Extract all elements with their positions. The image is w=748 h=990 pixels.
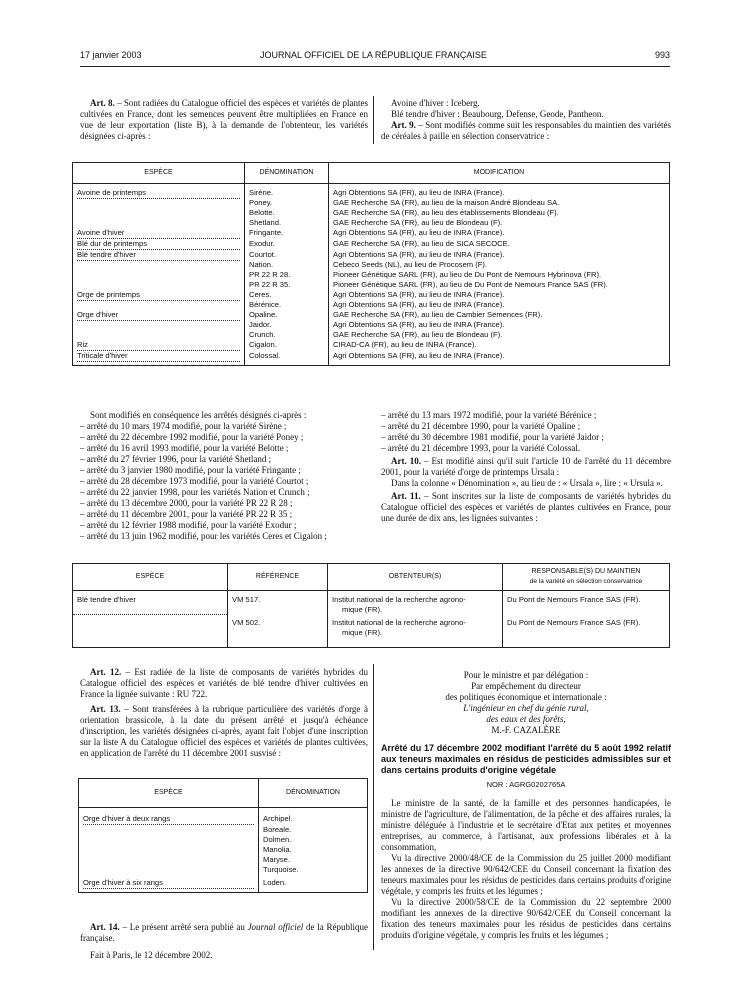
list-item: – arrêté du 16 avril 1993 modifié, pour la variété Belotte ;: [80, 443, 289, 453]
t1-denomination: Jaidor.: [249, 319, 272, 329]
modified-decrees-right: [381, 410, 671, 524]
article-12: [80, 667, 368, 700]
t1-modification: Agri Obtentions SA (FR), au lieu de INRA (France).: [333, 227, 505, 237]
list-item: – arrêté du 27 février 1996, pour la variété Shetland ;: [80, 454, 272, 464]
t1-modification: Agri Obtentions SA (FR), au lieu de INRA (France).: [333, 299, 505, 309]
t1-modification: Pioneer Génétique SARL (FR), au lieu de Du Pont de Nemours Hybrinova (FR).: [333, 269, 602, 279]
list-item: – arrêté du 10 mars 1974 modifié, pour la variété Sirène ;: [80, 421, 287, 431]
page-header: [80, 50, 670, 64]
t1-espece: Orge de printemps: [77, 290, 240, 301]
t3-header-espece: ESPÈCE: [79, 779, 259, 808]
t1-denomination: Cigalon.: [249, 339, 277, 349]
table-modifications: [72, 162, 670, 366]
signature-date: Fait à Paris, le 12 décembre 2002.: [90, 950, 213, 960]
t1-denomination: PR 22 R 28.: [249, 269, 291, 279]
t1-espece: Orge d'hiver: [77, 310, 240, 321]
article-14-block: [80, 922, 368, 961]
article-9: [381, 120, 671, 142]
header-page-number: 993: [654, 50, 670, 60]
arrete-17-decembre: [381, 743, 671, 941]
table-row: [73, 228, 670, 239]
art14-label: Art. 14.: [90, 922, 120, 932]
t2-header-espece: ESPÈCE: [73, 564, 228, 591]
t1-modification: Agri Obtentions SA (FR), au lieu de INRA (France).: [333, 249, 505, 259]
art11-label: Art. 11.: [391, 491, 421, 501]
table-row: [79, 878, 368, 889]
t1-denomination: Belotte.: [249, 207, 275, 217]
column-divider: [373, 664, 374, 950]
list-item: – arrêté du 30 décembre 1981 modifié, pour la variété Jaidor ;: [381, 432, 604, 442]
t1-modification: CIRAD-CA (FR), au lieu de INRA (France).: [333, 339, 477, 349]
t1-denomination: Poney.: [249, 197, 273, 207]
t3-denomination: Manolia.: [259, 845, 368, 855]
t1-denomination: Shetland.: [249, 217, 282, 227]
t1-modification: GAE Recherche SA (FR), au lieu de Blondeau (F).: [333, 217, 503, 227]
signature-line: Par empêchement du directeur: [471, 681, 581, 691]
table-row: [73, 595, 670, 615]
table-brewing-barley: [78, 778, 368, 893]
list-item: – arrêté du 28 décembre 1973 modifié, pour la variété Courtot ;: [80, 476, 309, 486]
t1-denomination: Opaline.: [249, 309, 278, 319]
journal-officiel-title: Journal officiel: [247, 922, 304, 932]
t2-espece: Blé tendre d'hiver: [73, 595, 228, 615]
bottom-left-column: [80, 667, 368, 759]
nor-reference: NOR : AGRG0202765A: [486, 780, 566, 789]
t1-denomination: Fringante.: [249, 227, 284, 237]
article-8: [80, 98, 368, 142]
art8-text: – Sont radiées du Catalogue officiel des espèces et variétés de plantes cultivées en France, dont les semences peuvent être multipliées en France en vue de leur exportation (liste B), à la demande de l'obtenteur, les variétés désignées ci-après :: [80, 98, 368, 141]
table-row: [73, 239, 670, 250]
list-item: – arrêté du 11 décembre 2001, pour la variété PR 22 R 35 ;: [80, 509, 293, 519]
t1-espece: Avoine de printemps: [77, 188, 240, 199]
article-14: Art. 14. – Le présent arrêté sera publié au Journal officiel de la République française.: [80, 922, 368, 943]
t1-espece: Blé tendre d'hiver: [77, 250, 240, 261]
signature-line: L'ingénieur en chef du génie rural,: [463, 703, 589, 713]
header-journal-title: JOURNAL OFFICIEL DE LA RÉPUBLIQUE FRANÇAISE: [260, 50, 487, 60]
table-row: [73, 340, 670, 351]
article-10: [381, 456, 671, 478]
art10-text: – Est modifié ainsi qu'il suit l'article 10 de l'arrêté du 11 décembre 2001, pour la variété d'orge de printemps Ursala :: [381, 456, 671, 477]
table-row: [79, 814, 368, 825]
t3-denomination: Turquoise.: [259, 865, 368, 875]
table-row: [73, 188, 670, 228]
t3-denomination: Boreale.: [259, 825, 368, 835]
t3-espece: Orge d'hiver à six rangs: [83, 878, 254, 889]
signatory-name: M.-F. CAZALÈRE: [491, 725, 561, 735]
t2-header-reference: RÉFÉRENCE: [228, 564, 328, 591]
t3-denomination: Dolmen.: [259, 835, 368, 845]
signature-line: des politiques économique et internationale :: [445, 692, 607, 702]
t2-header-responsable: RESPONSABLE(S) DU MAINTIEN de la variété en sélection conservatrice: [503, 564, 670, 591]
t1-modification: GAE Recherche SA (FR), au lieu de SICA SECOCE.: [333, 238, 510, 248]
t1-espece: Avoine d'hiver: [77, 228, 240, 239]
t3-denomination: Archipel.: [259, 814, 368, 825]
t1-modification: Agri Obtentions SA (FR), au lieu de INRA (France).: [333, 187, 505, 197]
modif-intro: Sont modifiés en conséquence les arrêtés désignés ci-après :: [90, 410, 307, 420]
list-item: – arrêté du 22 décembre 1992 modifié, pour la variété Poney ;: [80, 432, 304, 442]
list-item: – arrêté du 13 décembre 2000, pour la variété PR 22 R 28 ;: [80, 498, 293, 508]
t1-denomination: PR 22 R 35.: [249, 279, 291, 289]
art10-label: Art. 10.: [391, 456, 421, 466]
table-row: [73, 351, 670, 362]
t1-header-modification: MODIFICATION: [329, 163, 670, 184]
art8-line-ble: Blé tendre d'hiver : Beaubourg, Defense, Geode, Pantheon.: [391, 109, 604, 119]
article-8-continued: [381, 98, 671, 142]
list-item: – arrêté du 22 janvier 1998, pour les variétés Nation et Crunch ;: [80, 487, 310, 497]
t1-denomination: Bérénice.: [249, 299, 282, 309]
art8-label: Art. 8.: [90, 98, 115, 108]
list-item: – arrêté du 21 décembre 1993, pour la variété Colossal.: [381, 443, 581, 453]
t1-denomination: Crunch.: [249, 329, 276, 339]
art11-text: – Sont inscrites sur la liste de composants de variétés hybrides du Catalogue officiel des espèces et variétés de plantes cultivées en France, pour une durée de dix ans, les lignées suivantes :: [381, 491, 671, 523]
table-row: [73, 290, 670, 310]
t1-modification: GAE Recherche SA (FR), au lieu de la maison André Blondeau SA.: [333, 197, 560, 207]
list-item: – arrêté du 3 janvier 1980 modifié, pour la variété Fringante ;: [80, 465, 301, 475]
table-hybrid-components: [72, 563, 670, 648]
arrete-preamble: Le ministre de la santé, de la famille et des personnes handicapées, le ministre de l'agriculture, de l'alimentation, de la pêche et des affaires rurales, la ministre déléguée à l'industrie et le secrétaire d'Etat aux petites et moyennes entreprises, au commerce, à l'artisanat, aux professions libérales et à la consommation,: [381, 798, 671, 852]
art9-label: Art. 9.: [391, 120, 416, 130]
table-row: [73, 250, 670, 290]
t1-modification: GAE Recherche SA (FR), au lieu de Blondeau (F).: [333, 329, 503, 339]
table-row: [73, 618, 670, 638]
list-item: – arrêté du 12 février 1988 modifié, pour la variété Exodur ;: [80, 520, 297, 530]
t2-responsable: Du Pont de Nemours France SAS (FR).: [503, 618, 670, 638]
t2-responsable: Du Pont de Nemours France SAS (FR).: [503, 595, 670, 615]
art8-line-avoine: Avoine d'hiver : Iceberg.: [391, 98, 480, 108]
column-divider: [373, 96, 374, 144]
arrete-title: Arrêté du 17 décembre 2002 modifiant l'arrêté du 5 août 1992 relatif aux teneurs maximales en résidus de pesticides admissibles sur et dans certains produits d'origine végétale: [381, 743, 671, 775]
header-date: 17 janvier 2003: [80, 50, 142, 60]
t2-reference: VM 517.: [228, 595, 328, 615]
t1-modification: GAE Recherche SA (FR), au lieu de Cambier Semences (FR).: [333, 309, 543, 319]
art12-text: – Est radiée de la liste de composants de variétés hybrides du Catalogue officiel des espèces et variétés de blé tendre d'hiver cultivées en France la lignée suivante : RU 722.: [80, 667, 368, 699]
art10-correction: Dans la colonne « Dénomination », au lieu de : « Ursala », lire : « Ursula ».: [391, 478, 663, 488]
table-row: [79, 835, 368, 845]
t1-denomination: Nation.: [249, 259, 274, 269]
t3-espece: Orge d'hiver à deux rangs: [83, 814, 254, 825]
table-row: [79, 825, 368, 835]
t1-modification: Cebeco Seeds (NL), au lieu de Procosem (F).: [333, 259, 488, 269]
t1-denomination: Colossal.: [249, 350, 281, 360]
t3-header-denomination: DÉNOMINATION: [259, 779, 368, 808]
t1-modification: Pioneer Génétique SARL (FR), au lieu de Du Pont de Nemours France SAS (FR).: [333, 279, 608, 289]
table-row: [79, 845, 368, 855]
table-row: [79, 855, 368, 865]
t3-denomination: Loden.: [259, 878, 368, 889]
t2-obtenteur: Institut national de la recherche agrono- mique (FR).: [328, 595, 503, 615]
t1-denomination: Ceres.: [249, 289, 272, 299]
t1-header-espece: ESPÈCE: [73, 163, 245, 184]
signature-line: des eaux et des forêts,: [486, 714, 566, 724]
arrete-vu-directive: Vu la directive 2000/58/CE de la Commission du 22 septembre 2000 modifiant les annexes de la directive 90/642/CEE du Conseil concernant la fixation des teneurs maximales pour les résidus de pesticides dans certains produits d'origine végétale, y compris les fruits et les légumes ;: [381, 897, 671, 940]
t1-espece: Riz: [77, 340, 240, 351]
signature-block: [381, 670, 671, 736]
signature-line: Pour le ministre et par délégation :: [463, 670, 589, 680]
art9-text: – Sont modifiés comme suit les responsables du maintien des variétés de céréales à paille en sélection conservatrice :: [381, 120, 671, 141]
header-rule: [80, 66, 670, 67]
article-11: [381, 491, 671, 524]
t1-espece: Blé dur de printemps: [77, 239, 240, 250]
t1-modification: Agri Obtentions SA (FR), au lieu de INRA (France).: [333, 319, 505, 329]
modified-decrees-left: [80, 410, 368, 542]
art12-label: Art. 12.: [90, 667, 122, 677]
art13-label: Art. 13.: [90, 704, 121, 714]
list-item: – arrêté du 21 décembre 1990, pour la variété Opaline ;: [381, 421, 581, 431]
art13-text: – Sont transférées à la rubrique particulière des variétés d'orge à orientation brassicole, à la date du présent arrêté et jusqu'à échéance d'inscription, les variétés désignées ci-après, ayant fait l'objet d'une inscription sur la liste A du Catalogue officiel des espèces et variétés de plantes cultivées, en application de l'arrêté du 11 décembre 2001 susvisé :: [80, 704, 368, 758]
list-item: – arrêté du 13 juin 1962 modifié, pour les variétés Ceres et Cigalon ;: [80, 531, 327, 541]
table-row: [73, 310, 670, 340]
t2-reference: VM 502.: [228, 618, 328, 638]
t1-modification: Agri Obtentions SA (FR), au lieu de INRA (France).: [333, 350, 505, 360]
t1-denomination: Exodur.: [249, 238, 275, 248]
arrete-vu-directive: Vu la directive 2000/48/CE de la Commission du 25 juillet 2000 modifiant les annexes de la directive 90/642/CEE du Conseil concernant la fixation des teneurs maximales pour les résidus de pesticides dans certains produits d'origine végétale, y compris les fruits et les légumes ;: [381, 853, 671, 896]
t1-denomination: Courtot.: [249, 249, 277, 259]
t1-denomination: Sirène.: [249, 187, 274, 197]
t1-espece: Triticale d'hiver: [77, 351, 240, 362]
t3-denomination: Maryse.: [259, 855, 368, 865]
t1-header-denomination: DÉNOMINATION: [245, 163, 329, 184]
table-row: [79, 865, 368, 875]
t2-header-obtenteur: OBTENTEUR(S): [328, 564, 503, 591]
t1-modification: GAE Recherche SA (FR), au lieu des établissements Blondeau (F).: [333, 207, 559, 217]
list-item: – arrêté du 13 mars 1972 modifié, pour la variété Bérénice ;: [381, 410, 597, 420]
t1-modification: Agri Obtentions SA (FR), au lieu de INRA (France).: [333, 289, 505, 299]
article-13: [80, 704, 368, 759]
t2-obtenteur: Institut national de la recherche agrono- mique (FR).: [328, 618, 503, 638]
